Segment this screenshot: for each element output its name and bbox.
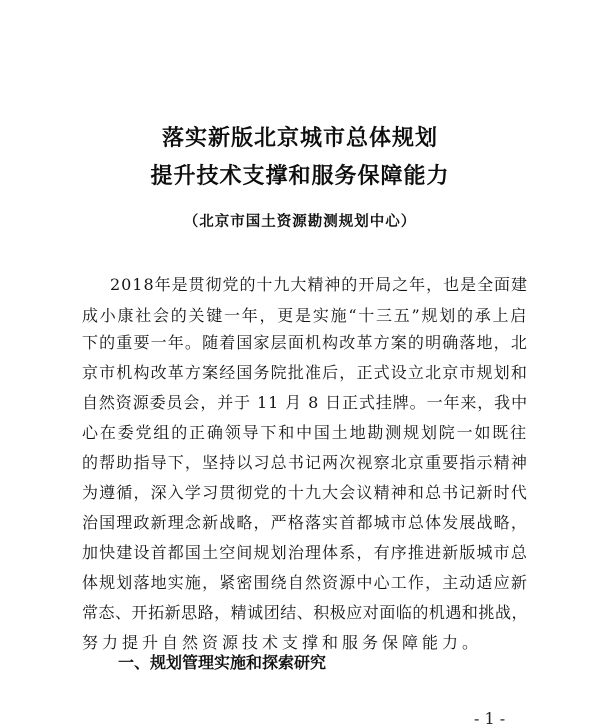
paragraph-line: 治国理政新理念新战略，严格落实首都城市总体发展战略， [82,513,528,532]
paragraph-line: 加快建设首都国土空间规划治理体系，有序推进新版城市总 [82,543,528,562]
document-title-line-2: 提升技术支撑和服务保障能力 [150,163,450,189]
paragraph-line: 2018年是贯彻党的十九大精神的开局之年，也是全面建 [110,275,528,294]
page-number: - 1 - [474,709,506,728]
paragraph-line: 的帮助指导下，坚持以习总书记两次视察北京重要指示精神 [82,453,528,472]
paragraph-line: 成小康社会的关键一年，更是实施“十三五”规划的承上启 [82,306,528,325]
paragraph-line: 体规划落地实施，紧密围绕自然资源中心工作，主动适应新 [82,573,528,592]
paragraph-line: 努力提升自然资源技术支撑和服务保障能力。 [82,633,483,652]
section-heading: 一、规划管理实施和探索研究 [118,653,327,672]
document-subtitle: （北京市国土资源勘测规划中心） [183,213,417,230]
paragraph-line: 为遵循，深入学习贯彻党的十九大会议精神和总书记新时代 [82,483,528,502]
paragraph-line: 京市机构改革方案经国务院批准后，正式设立北京市规划和 [82,363,528,382]
paragraph-line: 心在委党组的正确领导下和中国土地勘测规划院一如既往 [82,423,528,442]
document-title-line-1: 落实新版北京城市总体规划 [161,125,438,151]
paragraph-line: 自然资源委员会，并于 11 月 8 日正式挂牌。一年来，我中 [82,393,528,412]
paragraph-line: 常态、开拓新思路，精诚团结、积极应对面临的机遇和挑战， [82,603,528,622]
paragraph-line: 下的重要一年。随着国家层面机构改革方案的明确落地，北 [82,333,528,352]
